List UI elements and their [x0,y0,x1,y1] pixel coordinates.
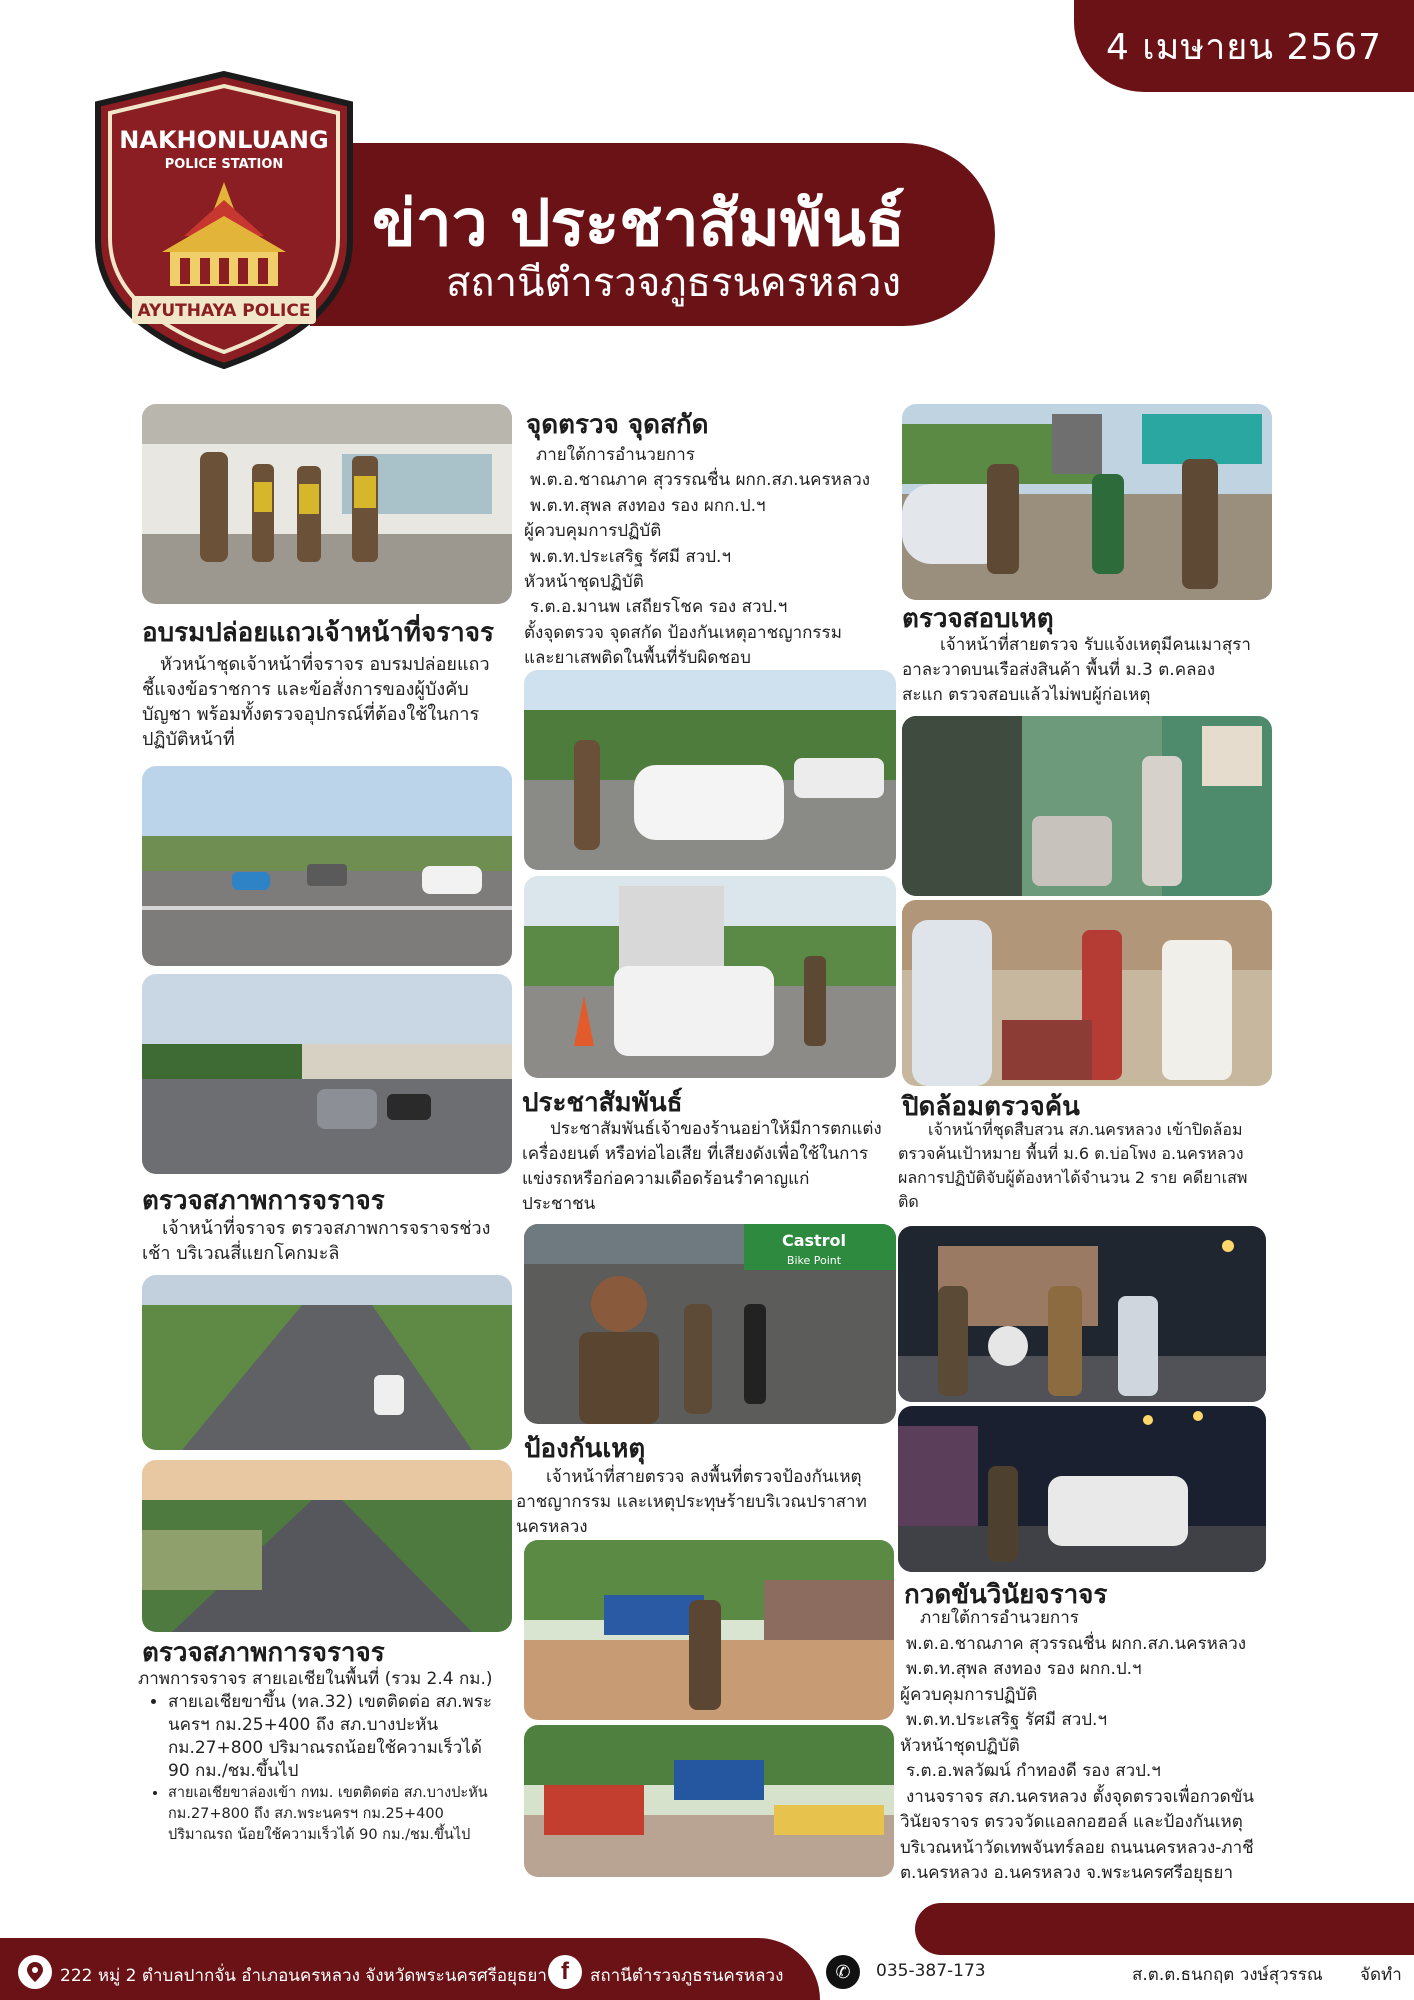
logo-bottom-text: AYUTHAYA POLICE [137,301,311,321]
text-line: และยาเสพติดในพื้นที่รับผิดชอบ [524,648,751,669]
text-line: บัญชา พร้อมทั้งตรวจอุปกรณ์ที่ต้องใช้ในการ [142,704,480,725]
photo-traffic-officers-briefing [142,404,512,604]
heading-traffic-discipline: กวดขันวินัยจราจร [904,1580,1108,1610]
text-line: พ.ต.ท.ประเสริฐ รัศมี สวป.ฯ [530,546,732,567]
text-line: หัวหน้าชุดเจ้าหน้าที่จราจร อบรมปล่อยแถว [160,654,490,675]
photo-asia-highway-1 [142,1275,512,1450]
text-line: ปริมาณรถ น้อยใช้ความเร็วได้ 90 กม./ชม.ขึ้นไป [168,1827,471,1843]
text-briefing [142,652,520,752]
photo-intersection-traffic-2 [142,974,512,1174]
text-line: พ.ต.ท.สุพล สงทอง รอง ผกก.ป.ฯ [530,495,766,516]
location-pin-icon [18,1955,52,1989]
photo-incident-check [902,404,1272,600]
bullet-item [168,1783,518,1846]
phone-icon: ✆ [826,1955,860,1989]
photo-raid-room-1 [902,716,1272,896]
footer-phone: 035-387-173 [876,1961,986,1981]
text-line: นครฯ กม.25+400 ถึง สภ.บางปะหัน [168,1715,439,1735]
text-line: ปฏิบัติหน้าที่ [142,729,235,750]
text-traffic-discipline [900,1606,1282,1887]
text-line: เจ้าหน้าที่สายตรวจ รับแจ้งเหตุมีคนเมาสุรา [940,635,1251,655]
text-line: เจ้าหน้าที่จราจร ตรวจสภาพการจราจรช่วง [162,1218,491,1239]
text-line: หัวหน้าชุดปฏิบัติ [524,572,644,593]
text-line: เครื่องยนต์ หรือท่อไอเสีย ที่เสียงดังเพื่อใช้ในการ [522,1144,869,1164]
date-text: 4 เมษายน 2567 [1105,26,1383,68]
heading-prevention: ป้องกันเหตุ [524,1434,646,1464]
text-line: สะแก ตรวจสอบแล้วไม่พบผู้ก่อเหตุ [902,685,1151,705]
heading-traffic-check-2: ตรวจสภาพการจราจร [142,1638,385,1668]
bike-point-sign-text: Bike Point [786,1254,842,1267]
bullet-item [168,1691,518,1783]
text-line: งานจราจร สภ.นครหลวง ตั้งจุดตรวจเพื่อกวดขัน [906,1786,1254,1807]
heading-raid: ปิดล้อมตรวจค้น [902,1092,1080,1122]
text-line: เจ้าหน้าที่ชุดสืบสวน สภ.นครหลวง เข้าปิดล้อม [928,1120,1243,1139]
photo-checkpoint-sedan [524,670,896,870]
text-line: ตั้งจุดตรวจ จุดสกัด ป้องกันเหตุอาชญากรรม [524,622,842,643]
footer-author-suffix: จัดทำ [1360,1965,1402,1985]
photo-night-checkpoint-1 [898,1226,1266,1402]
page-subtitle: สถานีตำรวจภูธรนครหลวง [446,260,901,306]
heading-traffic-check-1: ตรวจสภาพการจราจร [142,1186,385,1216]
text-line: ชี้แจงข้อราชการ และข้อสั่งการของผู้บังคับ [142,679,469,700]
text-raid [898,1118,1284,1214]
facebook-icon[interactable]: f [548,1955,582,1989]
text-line: ภายใต้การอำนวยการ [536,445,695,465]
text-checkpoint [524,443,902,672]
text-incident-check [902,633,1282,708]
photo-motorcycle-shop [524,1224,896,1424]
text-traffic-check-1 [142,1216,520,1266]
footer-facebook-link[interactable]: สถานีตำรวจภูธรนครหลวง [590,1966,784,1986]
text-line: แข่งรถหรือก่อความเดือดร้อนรำคาญแก่ [522,1169,810,1189]
text-traffic-check-2 [138,1668,518,1846]
photo-checkpoint-pickup [524,876,896,1078]
text-line: วินัยจราจร ตรวจวัดแอลกอฮอล์ และป้องกันเหตุ [900,1812,1243,1832]
text-line: 90 กม./ชม.ขึ้นไป [168,1761,299,1781]
photo-raid-room-2 [902,900,1272,1086]
text-line: ตรวจค้นเป้าหมาย พื้นที่ ม.6 ต.บ่อโพง อ.นครหลวง [898,1144,1244,1163]
heading-incident-check: ตรวจสอบเหตุ [902,604,1054,634]
footer-author: ส.ต.ต.ธนกฤต วงษ์สุวรรณ [1132,1965,1323,1985]
photo-asia-highway-2 [142,1460,512,1632]
logo-mid-text: POLICE STATION [164,157,284,172]
photo-night-checkpoint-2 [898,1406,1266,1572]
text-line: พ.ต.ท.สุพล สงทอง รอง ผกก.ป.ฯ [906,1659,1142,1679]
text-line: ร.ต.อ.พลวัฒน์ กำทองดี รอง สวป.ฯ [906,1761,1161,1781]
page-title: ข่าว ประชาสัมพันธ์ [372,187,905,261]
text-line: อาชญากรรม และเหตุประทุษร้ายบริเวณปราสาท [516,1492,867,1512]
text-public-relations [522,1117,902,1217]
text-line: พ.ต.ท.ประเสริฐ รัศมี สวป.ฯ [906,1710,1108,1730]
text-prevention [516,1465,902,1540]
date-tab [1074,0,1414,92]
heading-public-relations: ประชาสัมพันธ์ [522,1088,683,1118]
photo-temple-market-2 [524,1725,894,1877]
castrol-sign-text: Castrol [781,1231,847,1250]
photo-intersection-traffic-1 [142,766,512,966]
text-line: ผู้ควบคุมการปฏิบัติ [524,521,662,542]
text-line: ภาพการจราจร สายเอเชียในพื้นที่ (รวม 2.4 กม.) [138,1669,493,1689]
text-line: เจ้าหน้าที่สายตรวจ ลงพื้นที่ตรวจป้องกันเหตุ [546,1467,862,1487]
text-line: กม.27+800 ถึง สภ.พระนครฯ กม.25+400 [168,1806,444,1822]
text-line: ประชาสัมพันธ์เจ้าของร้านอย่าให้มีการตกแต่ง [550,1119,882,1139]
footer-address: 222 หมู่ 2 ตำบลปากจั่น อำเภอนครหลวง จังหวัดพระนครศรีอยุธยา [60,1966,547,1986]
text-line: หัวหน้าชุดปฏิบัติ [900,1735,1020,1756]
text-line: ต.นครหลวง อ.นครหลวง จ.พระนครศรีอยุธยา [900,1863,1233,1883]
text-line: บริเวณหน้าวัดเทพจันทร์ลอย ถนนนครหลวง-ภาชี [900,1837,1254,1858]
text-line: พ.ต.อ.ชาณภาค สุวรรณชื่น ผกก.สภ.นครหลวง [906,1633,1247,1654]
heading-briefing: อบรมปล่อยแถวเจ้าหน้าที่จราจร [142,618,494,648]
heading-checkpoint: จุดตรวจ จุดสกัด [526,410,709,440]
photo-temple-market-1 [524,1540,894,1720]
text-line: ประชาชน [522,1194,596,1214]
text-line: สายเอเชียขาล่องเข้า กทม. เขตติดต่อ สภ.บางปะหัน [168,1785,488,1801]
text-line: สายเอเชียขาขึ้น (ทล.32) เขตติดต่อ สภ.พระ [168,1692,493,1712]
text-line: ผู้ควบคุมการปฏิบัติ [900,1684,1038,1705]
footer-accent [915,1903,1414,1955]
text-line: กม.27+800 ปริมาณรถน้อยใช้ความเร็วได้ [168,1738,482,1758]
text-line: ภายใต้การอำนวยการ [920,1608,1079,1628]
text-line: เช้า บริเวณสี่แยกโคกมะลิ [142,1243,340,1264]
text-line: ติด [898,1192,919,1211]
logo-top-text: NAKHONLUANG [119,126,329,154]
text-line: ผลการปฏิบัติจับผู้ต้องหาได้จำนวน 2 ราย คดียาเสพ [898,1168,1248,1187]
text-line: พ.ต.อ.ชาณภาค สุวรรณชื่น ผกก.สภ.นครหลวง [530,470,871,491]
text-line: นครหลวง [516,1517,588,1537]
text-line: อาละวาดบนเรือส่งสินค้า พื้นที่ ม.3 ต.คลอง [902,660,1216,680]
text-line: ร.ต.อ.มานพ เสถียรโชค รอง สวป.ฯ [530,597,788,618]
police-station-logo [88,70,360,370]
